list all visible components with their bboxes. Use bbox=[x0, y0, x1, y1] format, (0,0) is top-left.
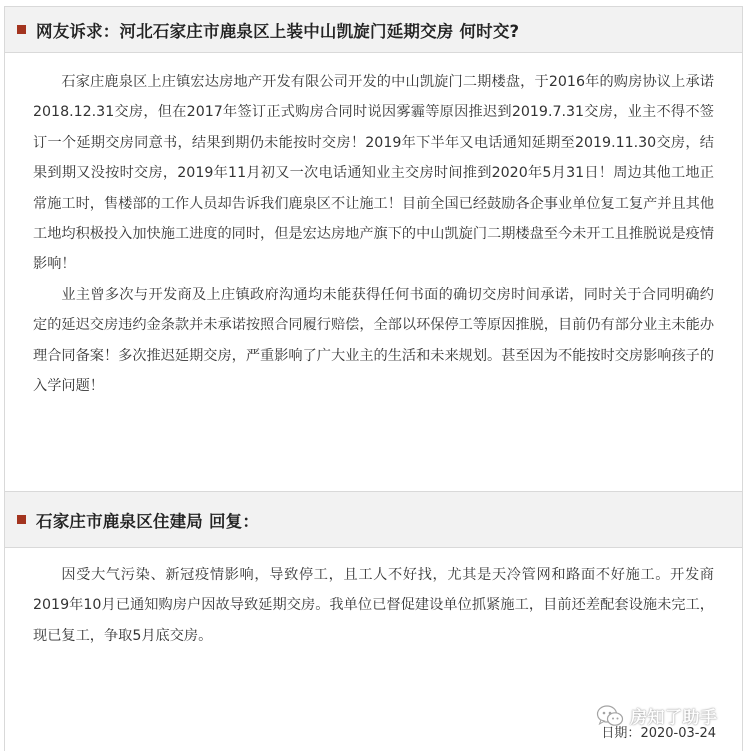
square-marker-icon bbox=[17, 515, 26, 524]
date-label: 日期： bbox=[601, 726, 641, 741]
reply-title: 石家庄市鹿泉区住建局 回复： bbox=[36, 511, 260, 531]
complaint-title: 网友诉求：河北石家庄市鹿泉区上装中山凯旋门延期交房 何时交? bbox=[36, 21, 520, 41]
reply-paragraph: 因受大气污染、新冠疫情影响，导致停工，且工人不好找，尤其是天冷管网和路面不好施工。开发商2019年10月已通知购房户因故导致延期交房。我单位已督促建设单位抓紧施工，目前还差配套设施未完工，现已复工，争取5月底交房。 bbox=[33, 567, 714, 644]
square-marker-icon bbox=[17, 25, 26, 34]
reply-body bbox=[5, 548, 742, 651]
complaint-card bbox=[4, 6, 743, 492]
reply-header bbox=[5, 492, 742, 548]
complaint-body bbox=[5, 53, 742, 401]
complaint-paragraph: 石家庄鹿泉区上庄镇宏达房地产开发有限公司开发的中山凯旋门二期楼盘，于2016年的购房协议上承诺2018.12.31交房，但在2017年签订正式购房合同时说因雾霾等原因推迟到2019.7.31交房，业主不得不签订一个延期交房同意书，结果到期仍未能按时交房！2019年下半年又电话通知延期至2019.11.30交房，结果到期又没按时交房，2019年11月初又一次电话通知业主交房时间推到2020年5月31日！周边其他工地正常施工时，售楼部的工作人员却告诉我们鹿泉区不让施工！目前全国已经鼓励各企事业单位复工复产并且其他工地均积极投入加快施工进度的同时，但是宏达房地产旗下的中山凯旋门二期楼盘至今未开工且推脱说是疫情影响！ bbox=[33, 74, 715, 273]
complaint-header bbox=[5, 7, 742, 53]
watermark bbox=[596, 703, 718, 728]
date-value: 2020-03-24 bbox=[640, 726, 716, 741]
complaint-paragraph: 业主曾多次与开发商及上庄镇政府沟通均未能获得任何书面的确切交房时间承诺，同时关于合同明确约定的延迟交房违约金条款并未承诺按照合同履行赔偿，全部以环保停工等原因推脱，目前仍有部分业主未能办理合同备案！多次推迟延期交房，严重影响了广大业主的生活和未来规划。甚至因为不能按时交房影响孩子的入学问题！ bbox=[33, 286, 715, 395]
watermark-text: 房知了助手 bbox=[630, 708, 718, 728]
wechat-logo-icon bbox=[596, 704, 624, 728]
